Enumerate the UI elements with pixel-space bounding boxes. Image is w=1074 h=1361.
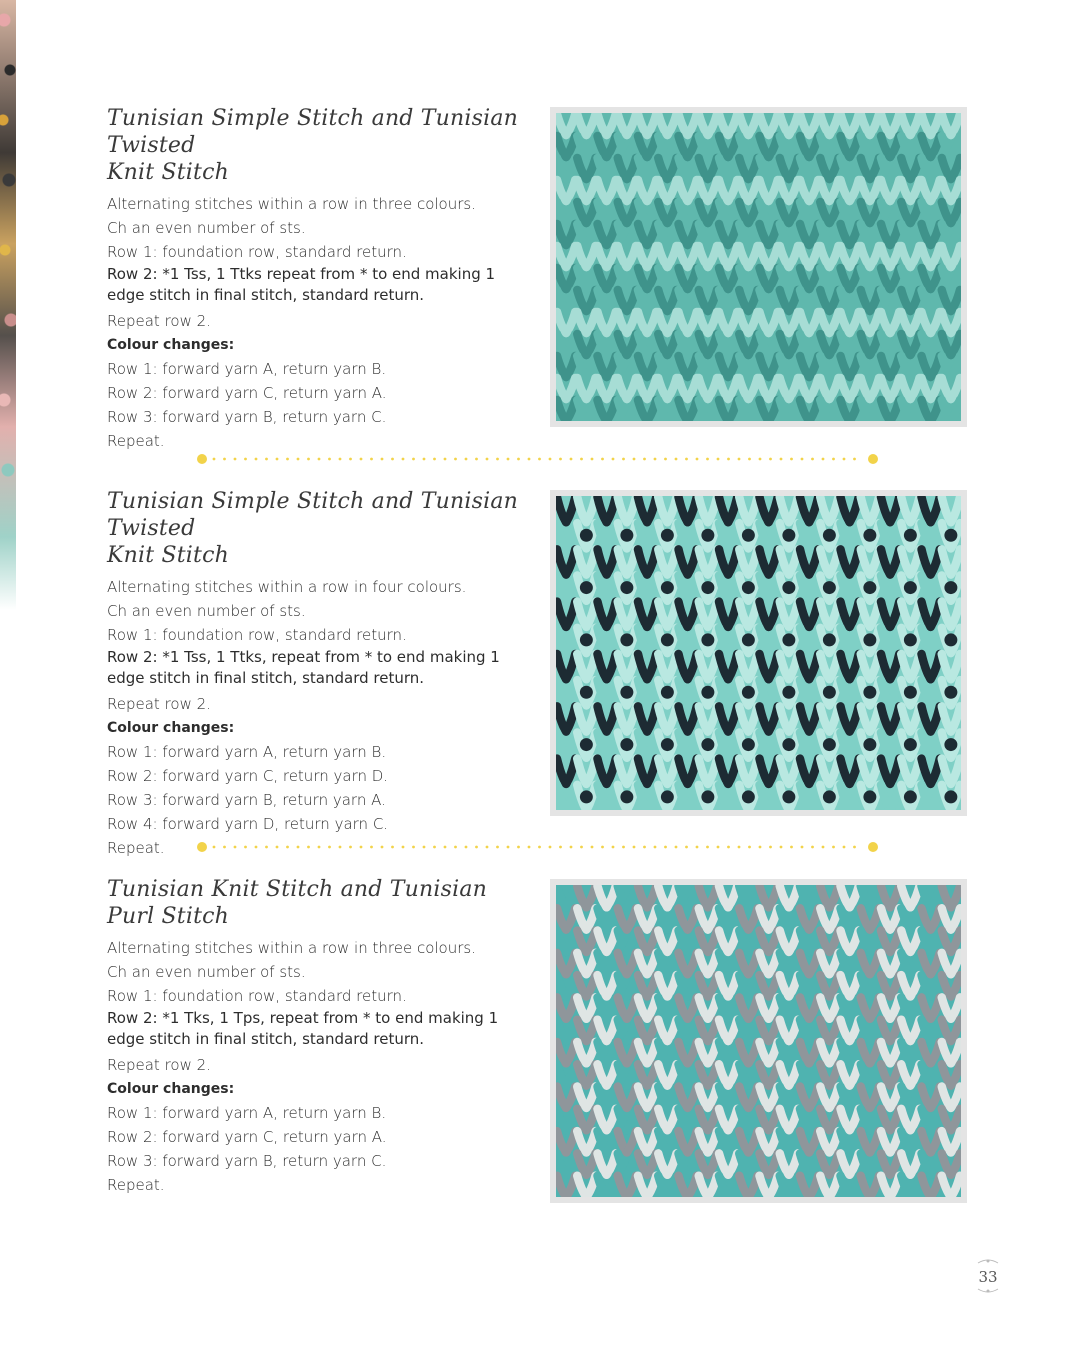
intro-text: Alternating stitches within a row in three colours. (107, 939, 476, 957)
page-number-text: 33 (978, 1268, 998, 1286)
section-title (107, 876, 527, 930)
knit-swatch-photo (556, 496, 961, 810)
chain-instruction: Ch an even number of sts. (107, 963, 306, 981)
dotted-divider (196, 453, 880, 465)
section-text (107, 105, 527, 453)
title-line-2: Knit Stitch (107, 543, 229, 568)
knit-swatch-photo (556, 885, 961, 1197)
row-2-instruction: Row 2: *1 Tss, 1 Ttks repeat from * to end making 1 edge stitch in final stitch, standard return. (107, 265, 496, 304)
intro-text: Alternating stitches within a row in four colours. (107, 578, 467, 596)
chain-instruction: Ch an even number of sts. (107, 602, 306, 620)
colour-change-row: Row 3: forward yarn B, return yarn A. (107, 791, 386, 809)
colour-changes-heading: Colour changes: (107, 1081, 235, 1097)
repeat-row-instruction: Repeat row 2. (107, 695, 211, 713)
title-line-2: Purl Stitch (107, 904, 229, 929)
knit-swatch-photo (556, 113, 961, 421)
repeat-text: Repeat. (107, 432, 165, 450)
intro-text: Alternating stitches within a row in three colours. (107, 195, 476, 213)
colour-changes-heading: Colour changes: (107, 720, 235, 736)
colour-change-row: Row 2: forward yarn C, return yarn A. (107, 1128, 387, 1146)
page-number (968, 1258, 1008, 1294)
colour-change-row: Row 2: forward yarn C, return yarn A. (107, 384, 387, 402)
repeat-row-instruction: Repeat row 2. (107, 1056, 211, 1074)
colour-changes-heading: Colour changes: (107, 337, 235, 353)
title-line-2: Knit Stitch (107, 160, 229, 185)
colour-change-row: Row 4: forward yarn D, return yarn C. (107, 815, 389, 833)
dotted-divider (196, 841, 880, 853)
section-text (107, 488, 527, 860)
swatch-photo-frame (550, 879, 967, 1203)
repeat-row-instruction: Repeat row 2. (107, 312, 211, 330)
repeat-text: Repeat. (107, 839, 165, 857)
row-2-instruction: Row 2: *1 Tss, 1 Ttks, repeat from * to end making 1 edge stitch in final stitch, standard return. (107, 648, 500, 687)
colour-change-row: Row 3: forward yarn B, return yarn C. (107, 1152, 387, 1170)
chain-instruction: Ch an even number of sts. (107, 219, 306, 237)
row-1-instruction: Row 1: foundation row, standard return. (107, 243, 407, 261)
row-1-instruction: Row 1: foundation row, standard return. (107, 987, 407, 1005)
colour-change-row: Row 3: forward yarn B, return yarn C. (107, 408, 387, 426)
colour-change-row: Row 1: forward yarn A, return yarn B. (107, 360, 387, 378)
colour-change-row: Row 2: forward yarn C, return yarn D. (107, 767, 389, 785)
section-title (107, 488, 527, 569)
edge-yarn-photo-strip (0, 0, 16, 610)
colour-change-row: Row 1: forward yarn A, return yarn B. (107, 743, 387, 761)
title-line-1: Tunisian Knit Stitch and Tunisian (107, 877, 488, 902)
section-text (107, 876, 527, 1197)
row-1-instruction: Row 1: foundation row, standard return. (107, 626, 407, 644)
swatch-photo-frame (550, 107, 967, 427)
section-title (107, 105, 527, 186)
swatch-photo-frame (550, 490, 967, 816)
title-line-1: Tunisian Simple Stitch and Tunisian Twisted (107, 106, 519, 158)
title-line-1: Tunisian Simple Stitch and Tunisian Twisted (107, 489, 519, 541)
colour-change-row: Row 1: forward yarn A, return yarn B. (107, 1104, 387, 1122)
repeat-text: Repeat. (107, 1176, 165, 1194)
row-2-instruction: Row 2: *1 Tks, 1 Tps, repeat from * to end making 1 edge stitch in final stitch, standard return. (107, 1009, 499, 1048)
